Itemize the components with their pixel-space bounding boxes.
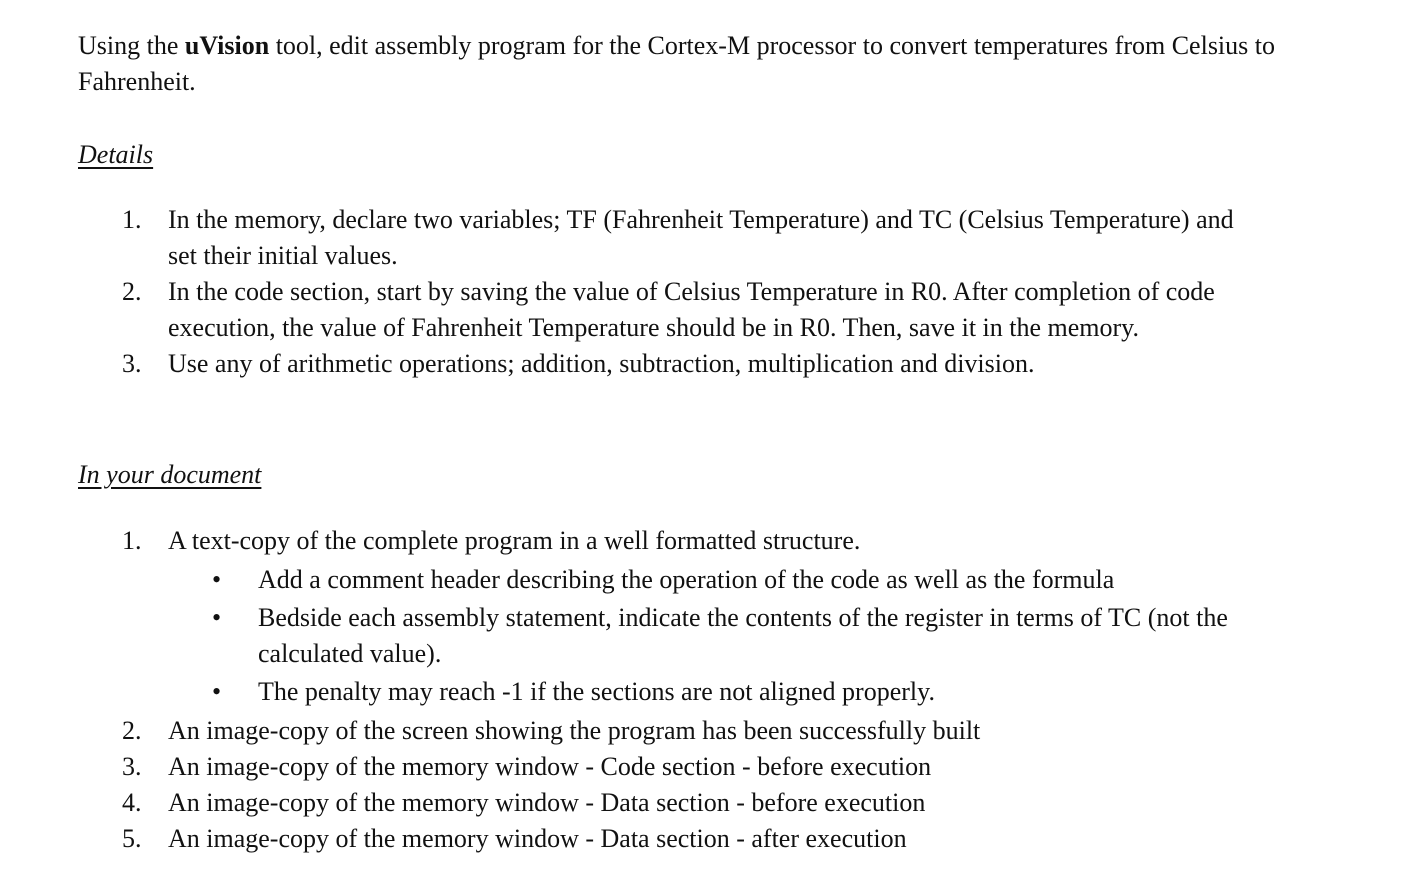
document-item-5	[0, 821, 1248, 857]
list-number: 4.	[122, 788, 142, 817]
list-number: 2.	[122, 716, 142, 745]
document-heading: In your document	[78, 460, 262, 489]
document-item-4	[0, 785, 1248, 821]
bullet-icon: •	[212, 603, 222, 632]
bullet-text: Bedside each assembly statement, indicate the contents of the register in terms of TC (not the calculated value).	[258, 603, 1228, 668]
list-item-text: Use any of arithmetic operations; addition, subtraction, multiplication and division.	[168, 349, 1035, 378]
bullet-icon: •	[212, 565, 222, 594]
tool-name: uVision	[184, 31, 270, 60]
document-item-3	[0, 749, 1248, 785]
intro-text-before: Using the	[78, 31, 185, 60]
bullet-icon: •	[212, 677, 222, 706]
bullet-text: The penalty may reach -1 if the sections are not aligned properly.	[258, 677, 935, 706]
list-item-text: In the memory, declare two variables; TF (Fahrenheit Temperature) and TC (Celsius Temperature) and set their initial values.	[168, 205, 1234, 270]
list-item-text: An image-copy of the memory window - Data section - after execution	[168, 824, 907, 853]
bullet-item-1	[0, 562, 1268, 598]
list-number: 3.	[122, 752, 142, 781]
document-list	[0, 523, 1300, 857]
list-number: 5.	[122, 824, 142, 853]
list-item-text: An image-copy of the screen showing the program has been successfully built	[168, 716, 981, 745]
bullet-text: Add a comment header describing the operation of the code as well as the formula	[258, 565, 1115, 594]
list-item-text: In the code section, start by saving the value of Celsius Temperature in R0. After completion of code execution, the value of Fahrenheit Temperature should be in R0. Then, save it in the memory.	[168, 277, 1215, 342]
bullet-list	[0, 562, 1300, 710]
document-item-1	[0, 523, 1248, 559]
list-number: 2.	[122, 277, 142, 306]
list-number: 1.	[122, 526, 142, 555]
list-number: 1.	[122, 205, 142, 234]
details-item-1	[0, 202, 1248, 274]
intro-paragraph	[78, 28, 1358, 100]
list-item-text: An image-copy of the memory window - Code section - before execution	[168, 752, 932, 781]
bullet-item-2	[0, 600, 1268, 672]
document-item-2	[0, 713, 1248, 749]
details-item-3	[0, 346, 1248, 382]
list-item-text: A text-copy of the complete program in a well formatted structure.	[168, 526, 861, 555]
details-item-2	[0, 274, 1248, 346]
details-list	[0, 202, 1300, 382]
list-number: 3.	[122, 349, 142, 378]
intro-text-after: tool, edit assembly program for the Cortex-M processor to convert temperatures from Celsius to Fahrenheit.	[78, 31, 1275, 96]
bullet-item-3	[0, 674, 1268, 710]
list-item-text: An image-copy of the memory window - Data section - before execution	[168, 788, 926, 817]
details-heading: Details	[78, 140, 154, 169]
